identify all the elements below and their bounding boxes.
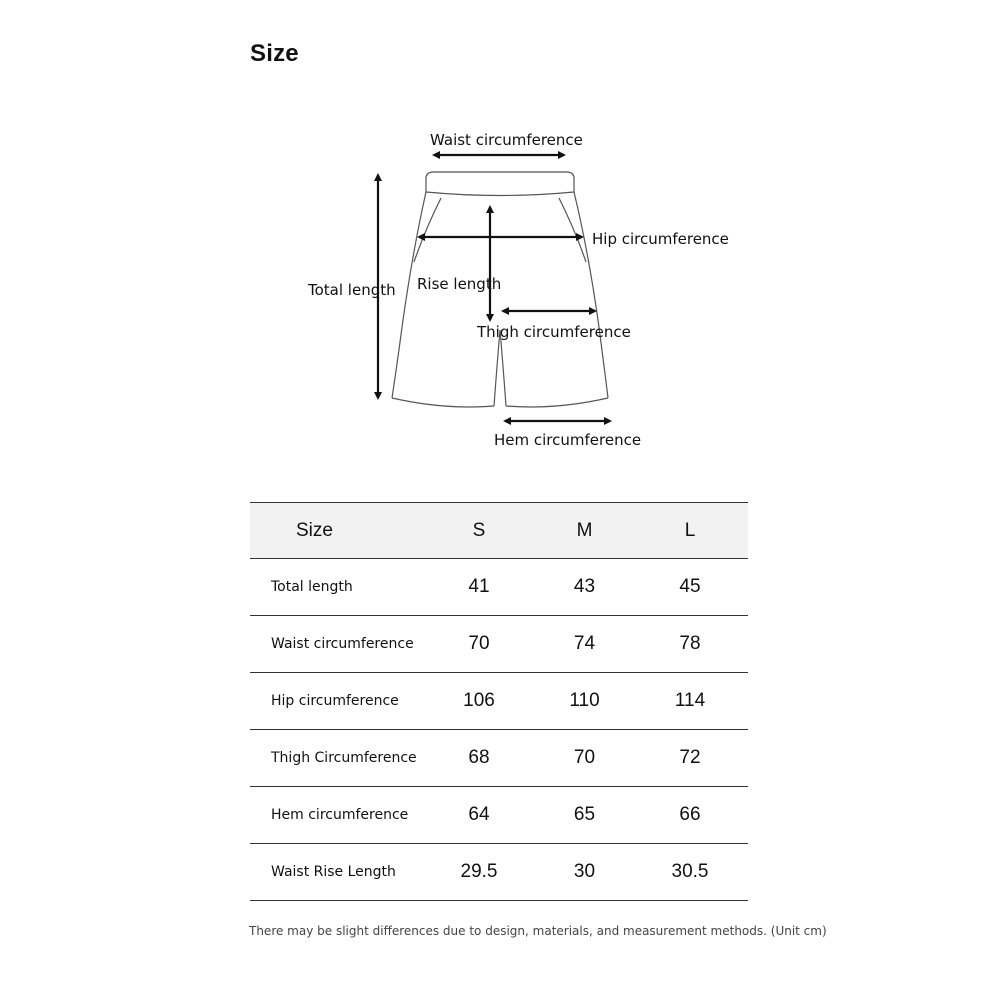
table-cell: 78 bbox=[632, 616, 748, 673]
row-label: Waist circumference bbox=[250, 616, 421, 673]
table-header-row bbox=[250, 503, 748, 559]
table-row bbox=[250, 787, 748, 844]
table-cell: 70 bbox=[421, 616, 537, 673]
page-title: Size bbox=[250, 40, 299, 67]
size-chart-table bbox=[250, 502, 748, 901]
row-label: Waist Rise Length bbox=[250, 844, 421, 901]
table-cell: 30 bbox=[537, 844, 632, 901]
rise-length-label: Rise length bbox=[417, 275, 502, 293]
table-cell: 66 bbox=[632, 787, 748, 844]
table-row bbox=[250, 616, 748, 673]
waist-circumference-label: Waist circumference bbox=[430, 131, 583, 149]
size-column-header: Size bbox=[250, 503, 421, 559]
table-cell: 41 bbox=[421, 559, 537, 616]
table-cell: 70 bbox=[537, 730, 632, 787]
hip-circumference-label: Hip circumference bbox=[592, 230, 729, 248]
hem-circumference-label: Hem circumference bbox=[494, 431, 642, 449]
size-m-header: M bbox=[537, 503, 632, 559]
table-cell: 30.5 bbox=[632, 844, 748, 901]
table-cell: 114 bbox=[632, 673, 748, 730]
shorts-illustration bbox=[0, 0, 1000, 470]
table-cell: 74 bbox=[537, 616, 632, 673]
table-cell: 72 bbox=[632, 730, 748, 787]
table-cell: 29.5 bbox=[421, 844, 537, 901]
row-label: Total length bbox=[250, 559, 421, 616]
total-length-label: Total length bbox=[308, 281, 396, 299]
table-cell: 106 bbox=[421, 673, 537, 730]
measurement-footnote: There may be slight differences due to design, materials, and measurement methods. (Unit cm) bbox=[249, 924, 827, 938]
table-cell: 64 bbox=[421, 787, 537, 844]
shorts-measurement-diagram bbox=[0, 0, 1000, 470]
table-row bbox=[250, 673, 748, 730]
row-label: Hem circumference bbox=[250, 787, 421, 844]
size-s-header: S bbox=[421, 503, 537, 559]
row-label: Hip circumference bbox=[250, 673, 421, 730]
size-l-header: L bbox=[632, 503, 748, 559]
table-row bbox=[250, 559, 748, 616]
table-cell: 110 bbox=[537, 673, 632, 730]
table-row bbox=[250, 844, 748, 901]
table-cell: 68 bbox=[421, 730, 537, 787]
table-row bbox=[250, 730, 748, 787]
thigh-circumference-label: Thigh circumference bbox=[477, 323, 631, 341]
table-cell: 43 bbox=[537, 559, 632, 616]
table-cell: 45 bbox=[632, 559, 748, 616]
row-label: Thigh Circumference bbox=[250, 730, 421, 787]
table-cell: 65 bbox=[537, 787, 632, 844]
